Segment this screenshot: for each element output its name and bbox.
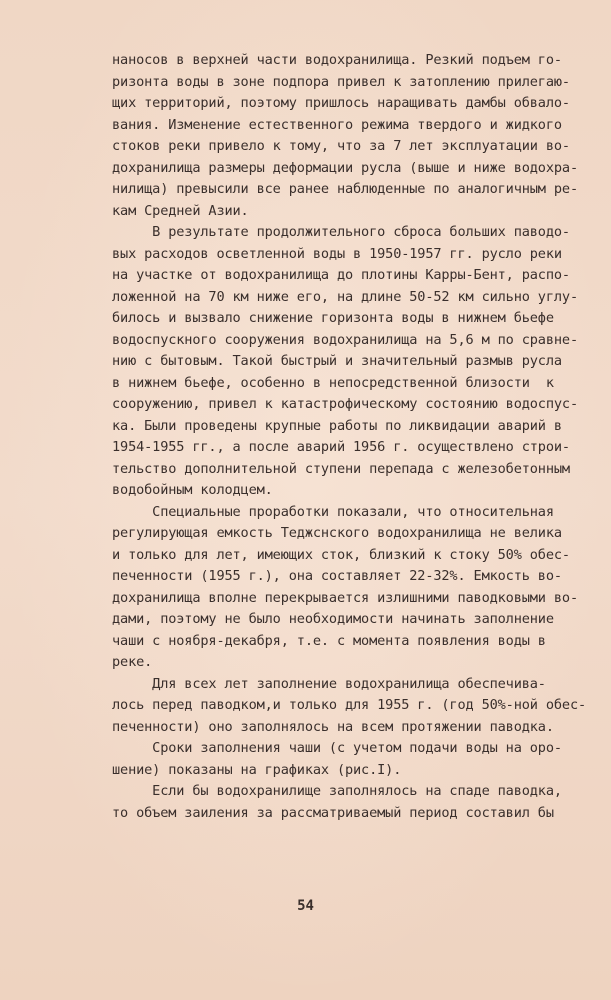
text-line: в нижнем бьефе, особенно в непосредственной близости к: [112, 374, 554, 391]
text-line: на участке от водохранилища до плотины Карры-Бент, распо-: [112, 267, 570, 283]
text-line: печенности (1955 г.), она составляет 22-32%. Емкость во-: [112, 568, 562, 584]
text-line: 1954-1955 гг., а после аварий 1956 г. осуществлено строи-: [112, 439, 570, 455]
text-line: печенности) оно заполнялось на всем протяжении паводка.: [112, 718, 554, 735]
text-line: то объем заиления за рассматриваемый период составил бы: [112, 804, 554, 821]
text-line: кам Средней Азии.: [112, 202, 249, 219]
text-line: наносов в верхней части водохранилища. Резкий подъем го-: [112, 52, 562, 68]
text-line: билось и вызвало снижение горизонта воды в нижнем бьефе: [112, 310, 554, 326]
text-line: Для всех лет заполнение водохранилища обеспечива-: [112, 675, 546, 692]
text-line: нию с бытовым. Такой быстрый и значительный размыв русла: [112, 353, 562, 369]
text-line: дами, поэтому не было необходимости начинать заполнение: [112, 611, 554, 627]
text-line: ризонта воды в зоне подпора привел к затоплению прилегаю-: [112, 73, 570, 90]
text-line: водобойным колодцем.: [112, 482, 273, 498]
text-line: нилища) превысили все ранее наблюденные по аналогичным ре-: [112, 181, 578, 197]
text-line: тельство дополнительной ступени перепада с железобетонным: [112, 460, 570, 477]
text-line: дохранилища вполне перекрывается излишними паводковыми во-: [112, 589, 578, 606]
text-line: реке.: [112, 654, 153, 670]
text-line: сооружению, привел к катастрофическому состоянию водоспус-: [112, 396, 578, 412]
text-line: шение) показаны на графиках (рис.I).: [112, 761, 402, 778]
text-line: ка. Были проведены крупные работы по ликвидации аварий в: [112, 417, 562, 434]
text-line: стоков реки привело к тому, что за 7 лет эксплуатации во-: [112, 138, 570, 154]
text-line: и только для лет, имеющих сток, близкий к стоку 50% обес-: [112, 546, 570, 563]
text-line: вания. Изменение естественного режима твердого и жидкого: [112, 116, 562, 133]
text-line: чаши с ноября-декабря, т.е. с момента появления воды в: [112, 632, 546, 649]
text-line: В результате продолжительного сброса больших паводо-: [112, 224, 570, 240]
text-line: водоспускного сооружения водохранилища на 5,6 м по сравне-: [112, 331, 578, 348]
text-line: Специальные проработки показали, что относительная: [112, 503, 554, 520]
page-number: 54: [297, 898, 314, 914]
text-line: Если бы водохранилище заполнялось на спаде паводка,: [112, 783, 562, 799]
body-text: [112, 50, 592, 824]
text-line: регулирующая емкость Теджснского водохранилища не велика: [112, 525, 562, 541]
text-line: вых расходов осветленной воды в 1950-1957 гг. русло реки: [112, 245, 562, 262]
text-line: лось перед паводком,и только для 1955 г. (год 50%-ной обес-: [112, 697, 587, 713]
text-line: Сроки заполнения чаши (с учетом подачи воды на оро-: [112, 740, 562, 756]
text-line: щих территорий, поэтому пришлось наращивать дамбы обвало-: [112, 95, 570, 111]
text-line: дохранилища размеры деформации русла (выше и ниже водохра-: [112, 159, 578, 176]
text-line: ложенной на 70 км ниже его, на длине 50-52 км сильно углу-: [112, 288, 578, 305]
